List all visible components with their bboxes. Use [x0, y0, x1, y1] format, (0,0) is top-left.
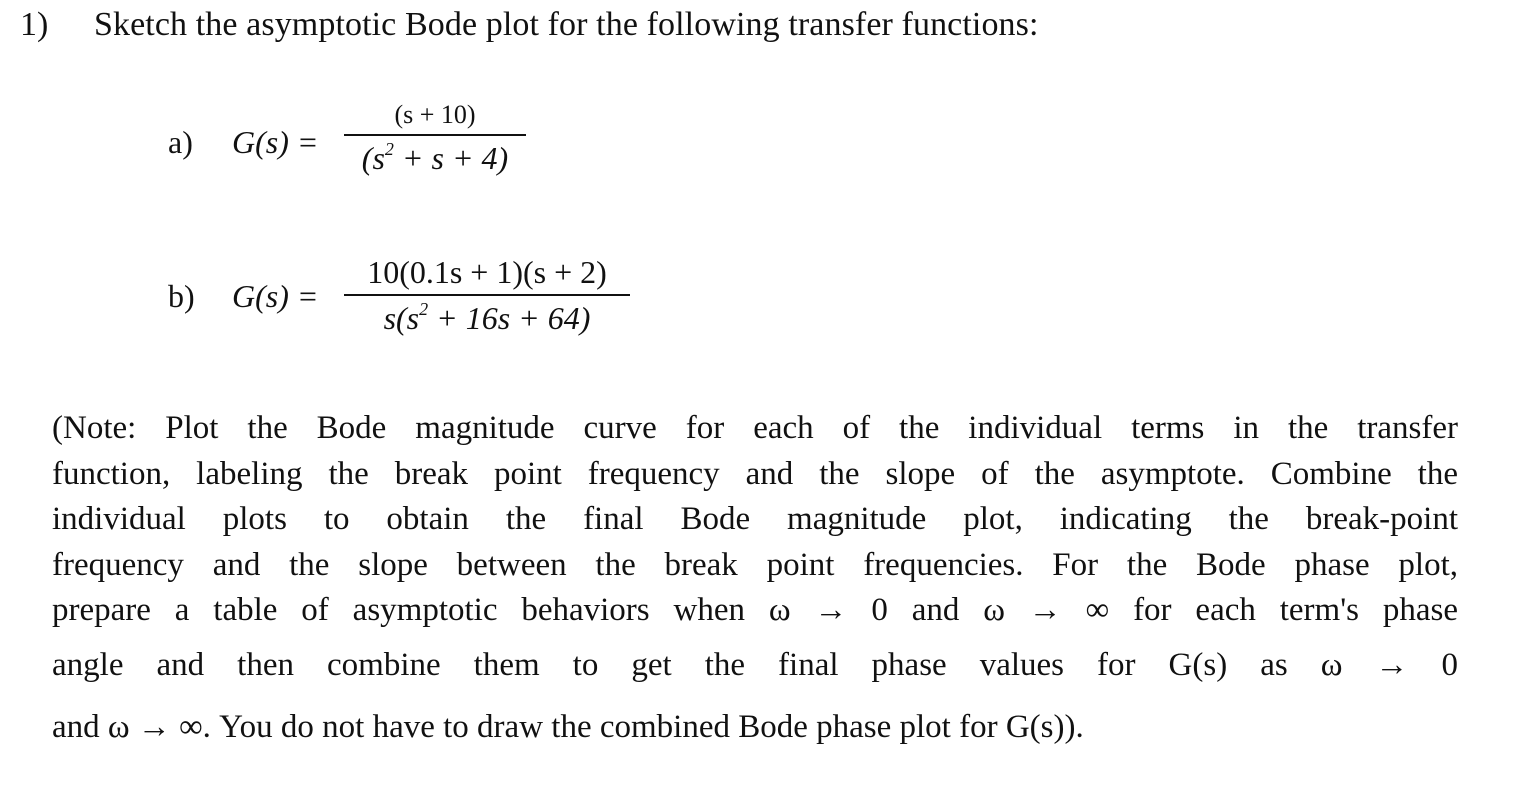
question-prompt: Sketch the asymptotic Bode plot for the following transfer functions:: [94, 6, 1039, 43]
part-a-numerator: (s + 10): [394, 100, 476, 129]
fraction-bar: [344, 294, 630, 296]
note-line: (Note: Plot the Bode magnitude curve for each of the individual terms in the transfer: [52, 410, 1458, 446]
part-b-lhs: G(s) =: [232, 278, 319, 314]
fraction-bar: [344, 134, 526, 136]
part-b-denominator: $s(s^2 + 16s + 64)$: [383, 299, 591, 336]
note-line: angle and then combine them to get the final phase values for G(s) as ω → 0: [52, 646, 1458, 683]
note-line: individual plots to obtain the final Bode magnitude plot, indicating the break-point: [52, 501, 1458, 537]
part-a-lhs: G(s) =: [232, 124, 319, 160]
question-number: 1): [20, 6, 49, 43]
note-paragraph: [52, 406, 1458, 758]
part-b-numerator: 10(0.1s + 1)(s + 2): [367, 254, 607, 290]
note-line: and ω → ∞. You do not have to draw the combined Bode phase plot for G(s)).: [52, 708, 1084, 745]
part-a-fraction: [344, 98, 526, 178]
note-line: prepare a table of asymptotic behaviors when ω → 0 and ω → ∞ for each term's phase: [52, 592, 1458, 628]
part-a-label: a): [168, 124, 193, 160]
part-b-fraction: [344, 252, 630, 338]
note-line: frequency and the slope between the break point frequencies. For the Bode phase plot,: [52, 546, 1458, 583]
part-b-label: b): [168, 278, 195, 314]
note-line: function, labeling the break point frequency and the slope of the asymptote. Combine the: [52, 455, 1458, 492]
part-a-denominator: $(s^2 + s + 4)$: [361, 139, 509, 176]
